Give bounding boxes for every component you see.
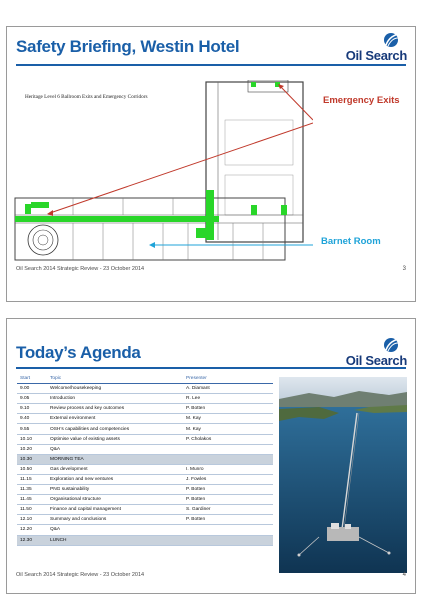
row-presenter: S. Gardiner [183, 505, 273, 515]
agenda-row [17, 434, 273, 444]
row-presenter: I. Munro [183, 464, 273, 474]
emergency-exits-label: Emergency Exits [323, 95, 400, 106]
agenda-row [17, 485, 273, 495]
row-presenter: J. Fowles [183, 474, 273, 484]
row-start: 10.10 [17, 434, 47, 444]
slide-title: Safety Briefing, Westin Hotel [16, 37, 240, 56]
agenda-row [17, 515, 273, 525]
row-start: 10.20 [17, 444, 47, 454]
row-presenter: P. Botten [183, 404, 273, 414]
row-presenter: M. Kay [183, 414, 273, 424]
slide-agenda [6, 318, 416, 594]
page-number: 3 [402, 266, 406, 272]
row-topic: Finance and capital management [47, 505, 183, 515]
row-topic: Optimise value of existing assets [47, 434, 183, 444]
row-start: 12.30 [17, 535, 47, 545]
logo-wordmark: Oil Search [345, 48, 407, 63]
floor-plan [13, 80, 313, 280]
agenda-row [17, 474, 273, 484]
agenda-row [17, 384, 273, 394]
row-topic: Summary and conclusions [47, 515, 183, 525]
row-topic: LUNCH [47, 535, 183, 545]
row-topic: Q&A [47, 525, 183, 535]
row-start: 11.45 [17, 495, 47, 505]
row-topic: Introduction [47, 394, 183, 404]
logo-wordmark: Oil Search [345, 353, 407, 368]
row-start: 9.10 [17, 404, 47, 414]
oil-search-logo [327, 31, 407, 63]
agenda-row [17, 464, 273, 474]
row-topic: Exploration and new ventures [47, 474, 183, 484]
agenda-row [17, 444, 273, 454]
agenda-row [17, 394, 273, 404]
agenda-break-row [17, 454, 273, 464]
row-start: 12.20 [17, 525, 47, 535]
row-presenter [183, 454, 273, 464]
row-topic: External environment [47, 414, 183, 424]
row-start: 9.00 [17, 384, 47, 394]
barnet-room-label: Barnet Room [321, 236, 381, 247]
row-topic: Gas development [47, 464, 183, 474]
agenda-row [17, 404, 273, 414]
row-start: 10.50 [17, 464, 47, 474]
row-start: 11.15 [17, 474, 47, 484]
row-presenter: P. Cholakos [183, 434, 273, 444]
agenda-break-row [17, 535, 273, 545]
header-start: Start [17, 374, 47, 384]
row-start: 9.55 [17, 424, 47, 434]
slide-footer: Oil Search 2014 Strategic Review - 23 October 2014 [16, 572, 145, 578]
row-presenter: A. Diamant [183, 384, 273, 394]
row-start: 11.50 [17, 505, 47, 515]
jetty-aerial-photo [279, 377, 407, 573]
agenda-row [17, 495, 273, 505]
slide-title: Today’s Agenda [16, 343, 141, 362]
agenda-table [17, 374, 273, 546]
agenda-header-row [17, 374, 273, 384]
row-presenter [183, 444, 273, 454]
row-presenter [183, 525, 273, 535]
row-topic: OSH’s capabilities and competencies [47, 424, 183, 434]
header-topic: Topic [47, 374, 183, 384]
row-topic: Q&A [47, 444, 183, 454]
row-presenter: P. Botten [183, 485, 273, 495]
row-topic: Welcome/housekeeping [47, 384, 183, 394]
slide-footer: Oil Search 2014 Strategic Review - 23 October 2014 [16, 266, 145, 272]
row-presenter: M. Kay [183, 424, 273, 434]
row-start: 11.35 [17, 485, 47, 495]
agenda-row [17, 525, 273, 535]
row-start: 12.10 [17, 515, 47, 525]
slide-safety-briefing [6, 26, 416, 302]
header-presenter: Presenter [183, 374, 273, 384]
row-presenter: P. Botten [183, 495, 273, 505]
row-presenter: P. Botten [183, 515, 273, 525]
row-start: 10.30 [17, 454, 47, 464]
agenda-row [17, 505, 273, 515]
plan-title: Heritage Level 6 Ballroom Exits and Emergency Corridors [25, 94, 148, 100]
row-topic: PNG sustainability [47, 485, 183, 495]
row-presenter [183, 535, 273, 545]
row-start: 9.05 [17, 394, 47, 404]
row-start: 9.40 [17, 414, 47, 424]
row-topic: Organisational structure [47, 495, 183, 505]
row-topic: Review process and key outcomes [47, 404, 183, 414]
agenda-row [17, 414, 273, 424]
agenda-row [17, 424, 273, 434]
page-number: 4 [402, 572, 406, 578]
oil-search-logo [327, 336, 407, 368]
title-rule [16, 64, 406, 66]
row-topic: MORNING TEA [47, 454, 183, 464]
row-presenter: R. Lee [183, 394, 273, 404]
